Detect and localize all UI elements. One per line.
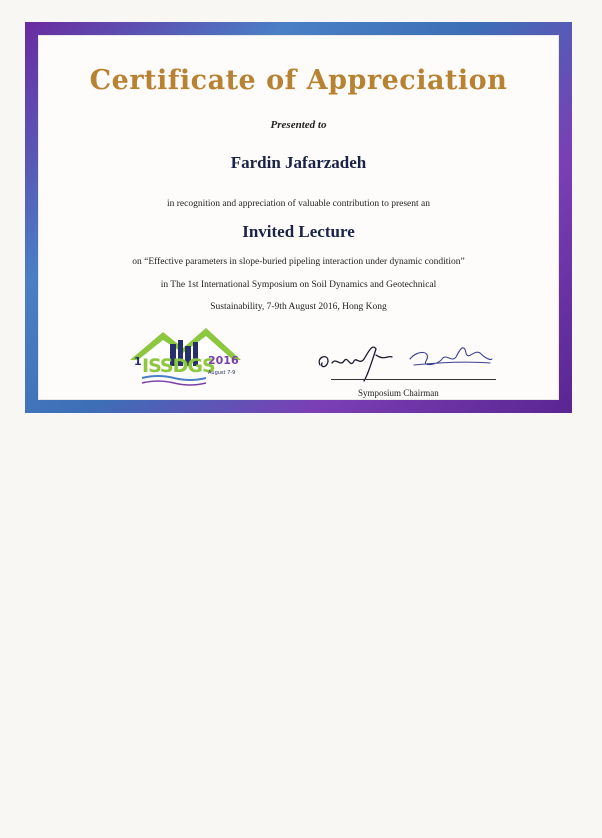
- recipient-name: Fardin Jafarzadeh: [230, 153, 367, 172]
- event-line-2: Sustainability, 7-9th August 2016, Hong Kong: [210, 302, 387, 312]
- lecture-topic: on “Effective parameters in slope-buried pipeling interaction under dynamic condition”: [132, 257, 465, 267]
- event-line-1: in The 1st International Symposium on Soil Dynamics and Geotechnical: [160, 280, 437, 290]
- logo-one: 1: [134, 355, 142, 368]
- certificate-title: Certificate of Appreciation: [89, 65, 508, 96]
- certificate-body: [38, 35, 559, 400]
- signature-stroke: [410, 348, 492, 365]
- recognition-text: in recognition and appreciation of valuable contribution to present an: [166, 199, 430, 209]
- logo-letters: ISSDGS: [142, 355, 215, 377]
- signatory-title: Symposium Chairman: [358, 388, 439, 398]
- chairman-signature: [314, 335, 494, 385]
- logo-year: 2016: [208, 354, 239, 367]
- signature-stroke: [319, 347, 392, 381]
- signature-line: [331, 379, 496, 380]
- certificate-frame: [25, 22, 572, 413]
- logo-date: August 7-9: [208, 370, 236, 376]
- symposium-logo: [128, 320, 243, 388]
- award-type: Invited Lecture: [242, 222, 355, 241]
- presented-to-label: Presented to: [270, 119, 327, 131]
- logo-wave: [142, 381, 206, 385]
